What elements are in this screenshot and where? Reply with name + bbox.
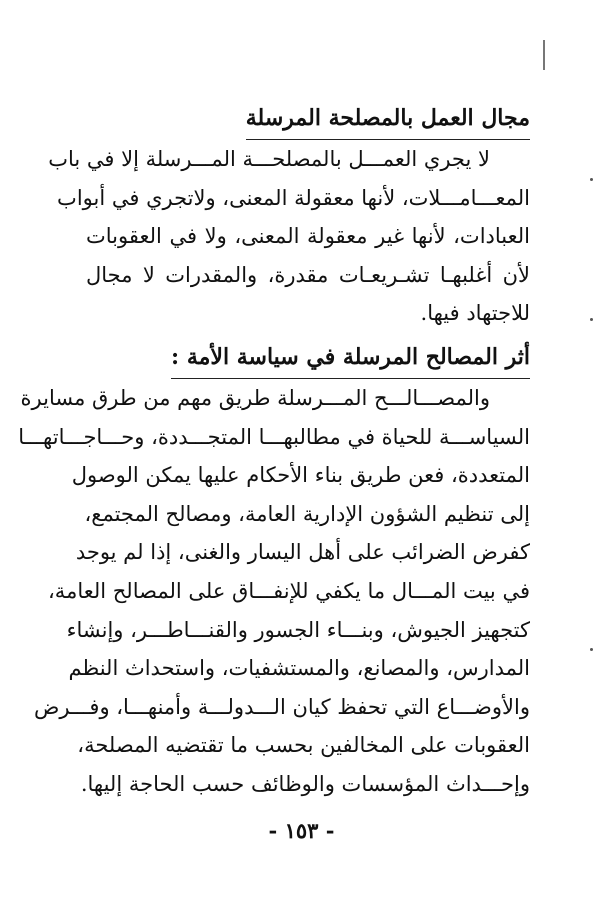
paragraph-line: وإحـــداث المؤسسات والوظائف حسب الحاجة إليها. [80,771,530,796]
paragraph-line: المتعددة، فعن طريق بناء الأحكام عليها يمكن الوصول [71,463,530,488]
paragraph-line: السياســـة للحياة في مطالبهـــا المتجـــددة، وحـــاجـــاتهـــا [18,424,530,449]
section-heading-scope [86,96,530,140]
scan-dot-mark [590,178,593,181]
paragraph-line: في بيت المـــال ما يكفي للإنفـــاق على المصالح العامة، [48,578,530,603]
paragraph-impact [18,379,530,804]
paragraph-line: إلى تنظيم الشؤون الإدارية العامة، ومصالح المجتمع، [84,501,530,526]
paragraph-line: العقوبات على المخالفين بحسب ما تقتضيه المصلحة، [77,733,530,758]
section-heading-scope-text: مجال العمل بالمصلحة المرسلة [246,102,530,140]
section-heading-impact-text: أثر المصالح المرسلة في سياسة الأمة : [171,341,530,379]
paragraph-line: لا يجري العمـــل بالمصلحـــة المـــرسلة إلا في باب [48,147,490,171]
paragraph-line: لأن أغلبهـا تشـريعـات مقدرة، والمقدرات لا مجال [86,262,530,287]
scan-dot-mark [590,648,593,651]
paragraph-line: المدارس، والمصانع، والمستشفيات، واستحداث النظم [68,656,530,681]
paragraph-line: والمصـــالـــح المـــرسلة طريق مهم من طرق مسايرة [20,385,490,410]
paragraph-line: والأوضـــاع التي تحفظ كيان الـــدولـــة وأمنهـــا، وفـــرض [33,694,530,719]
paragraph-line: المعـــامـــلات، لأنها معقولة المعنى، ولاتجري في أبواب [57,185,530,210]
paragraph-line: كفرض الضرائب على أهل اليسار والغنى، إذا لم يوجد [75,540,530,565]
paragraph-line: للاجتهاد فيها. [420,301,530,326]
scan-margin-mark [543,40,545,70]
page-content [18,96,530,804]
section-heading-impact [86,335,530,379]
paragraph-scope [48,140,530,333]
paragraph-line: العبادات، لأنها غير معقولة المعنى، ولا في العقوبات [86,224,530,249]
scan-dot-mark [590,318,593,321]
page-number: - ١٥٣ - [268,818,335,843]
paragraph-line: كتجهيز الجيوش، وبنـــاء الجسور والقنـــاطـــر، وإنشاء [66,617,530,642]
